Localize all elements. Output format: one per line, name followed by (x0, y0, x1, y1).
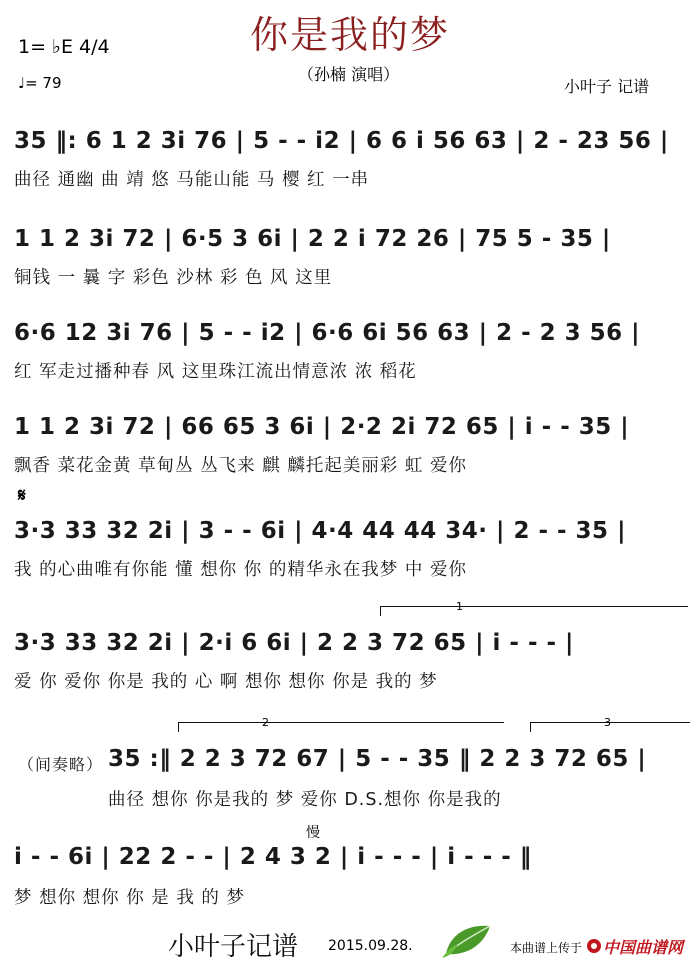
ending-1-number: 1 (456, 600, 463, 613)
interlude-note: （间奏略） (18, 755, 104, 774)
score-line-1-lyrics: 曲径 通幽 曲 靖 悠 马能山能 马 樱 红 一串 (14, 170, 370, 190)
score-line-7-lyrics: 曲径 想你 你是我的 梦 爱你 D.S.想你 你是我的 (108, 790, 502, 810)
segno-sign: 𝄋 (18, 485, 26, 506)
score-line-7-notes: 35 :‖ 2 2 3 72 67 | 5 - - 35 ‖ 2 2 3 72 65 | (108, 746, 647, 772)
score-line-6-lyrics: 爱 你 爱你 你是 我的 心 啊 想你 想你 你是 我的 梦 (14, 672, 438, 692)
site-name-link[interactable]: 中国曲谱网 (603, 938, 684, 957)
score-line-4-notes: 1 1 2 3i 72 | 66 65 3 6i | 2·2 2i 72 65 | i - - 35 | (14, 414, 630, 440)
score-line-8-notes: i - - 6i | 22 2 - - | 2 4 3 2 | i - - - | i - - - ‖ (14, 844, 532, 870)
score-line-1-notes: 35 ‖: 6 1 2 3i 76 | 5 - - i2 | 6 6 i 56 63 | 2 - 23 56 | (14, 128, 669, 154)
score-line-5-notes: 3·3 33 32 2i | 3 - - 6i | 4·4 44 44 34· | 2 - - 35 | (14, 518, 626, 544)
ending-2-number: 2 (262, 716, 269, 729)
score-line-2-lyrics: 铜钱 一 曩 字 彩色 沙林 彩 色 风 这里 (14, 268, 333, 288)
ending-2-bracket (178, 722, 504, 723)
tea-leaf-icon (440, 918, 496, 960)
ending-3-tick (530, 722, 531, 732)
ending-1-bracket (380, 606, 688, 607)
slow-marking: 慢 (306, 825, 320, 841)
ending-1-tick (380, 606, 381, 616)
footer-signature: 小叶子记谱 (168, 932, 299, 962)
score-line-3-notes: 6·6 12 3i 76 | 5 - - i2 | 6·6 6i 56 63 | 2 - 2 3 56 | (14, 320, 641, 346)
score-line-8-lyrics: 梦 想你 想你 你 是 我 的 梦 (14, 888, 245, 908)
score-line-3-lyrics: 红 军走过播种春 风 这里珠江流出情意浓 浓 稻花 (14, 362, 417, 382)
ending-3-number: 3 (604, 716, 611, 729)
score-line-6-notes: 3·3 33 32 2i | 2·i 6 6i | 2 2 3 72 65 | i - - - | (14, 630, 574, 656)
key-signature: 1= ♭E 4/4 (18, 36, 110, 58)
ending-2-tick (178, 722, 179, 732)
tempo-marking: ♩= 79 (18, 74, 62, 92)
singer-credit: （孙楠 演唱） (298, 65, 400, 84)
page-title: 你是我的梦 (249, 13, 450, 57)
recorder-credit: 小叶子 记谱 (564, 77, 650, 96)
score-line-5-lyrics: 我 的心曲唯有你能 懂 想你 你 的精华永在我梦 中 爱你 (14, 560, 467, 580)
score-line-2-notes: 1 1 2 3i 72 | 6·5 3 6i | 2 2 i 72 26 | 75 5 - 35 | (14, 226, 611, 252)
footer-date: 2015.09.28. (328, 938, 413, 954)
upload-text: 本曲谱上传于 (510, 941, 583, 955)
site-logo-icon (586, 938, 602, 954)
score-line-4-lyrics: 飘香 菜花金黄 草甸丛 丛飞来 麒 麟托起美丽彩 虹 爱你 (14, 456, 467, 476)
